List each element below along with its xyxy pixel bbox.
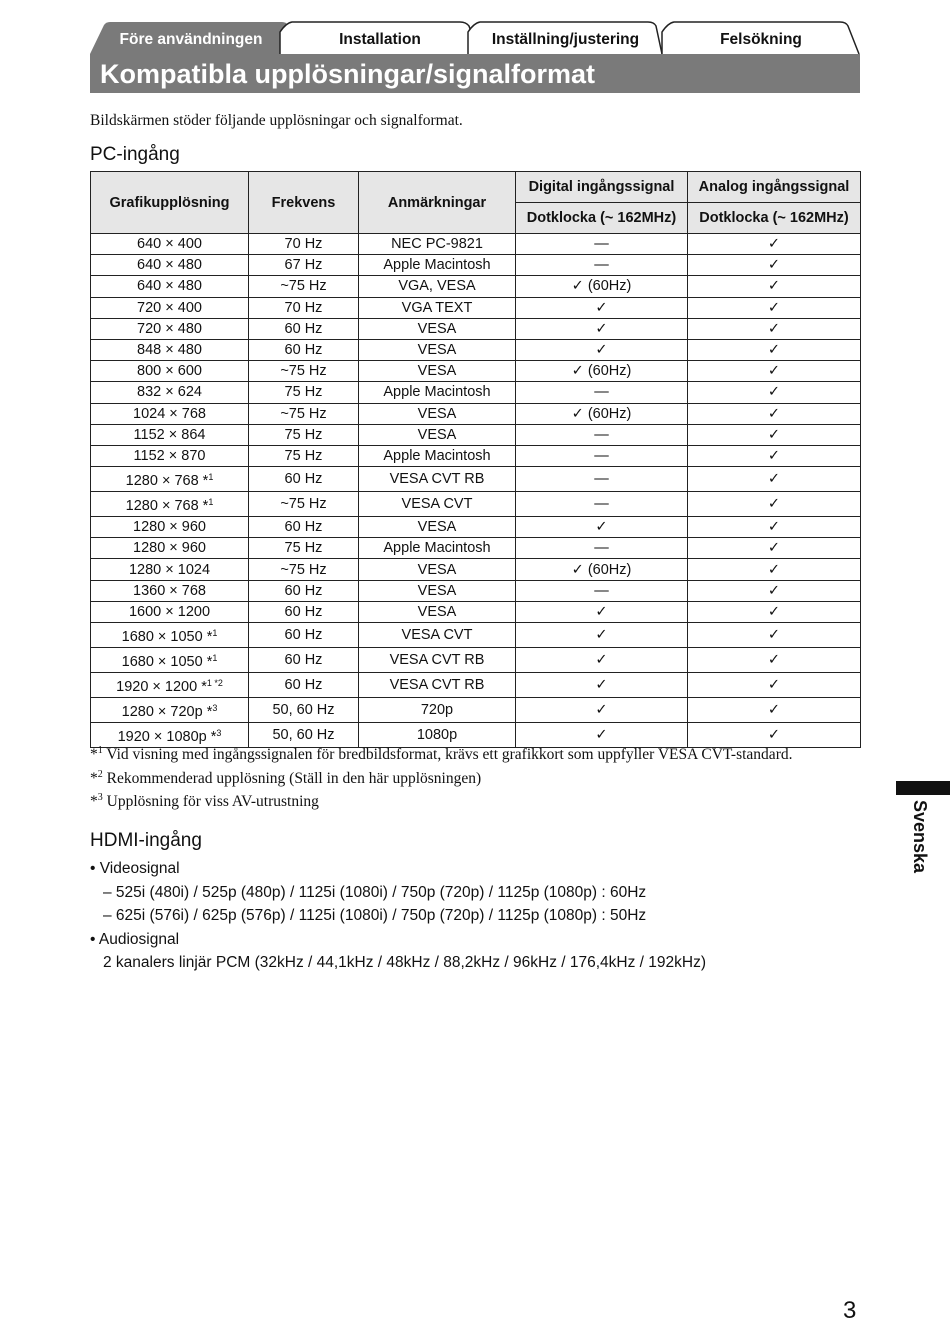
col-analog-dotclock: Dotklocka (~ 162MHz) xyxy=(688,203,861,234)
digital-cell: ✓ (60Hz) xyxy=(516,361,688,382)
analog-cell: ✓ xyxy=(688,297,861,318)
digital-cell: — xyxy=(516,255,688,276)
analog-cell: ✓ xyxy=(688,723,861,748)
tab-fore-anvandningen[interactable] xyxy=(90,22,292,54)
analog-cell: ✓ xyxy=(688,580,861,601)
resolution-cell: 1680 × 1050 *$^1$ xyxy=(91,623,249,648)
resolution-cell: 1280 × 768 *$^1$ xyxy=(91,492,249,517)
digital-cell: ✓ xyxy=(516,623,688,648)
analog-cell: ✓ xyxy=(688,382,861,403)
tab-label: Installation xyxy=(339,31,421,48)
remark-cell: VESA CVT RB xyxy=(359,673,516,698)
hdmi-input-heading: HDMI-ingång xyxy=(90,830,202,851)
video-signal-60hz: – 525i (480i) / 525p (480p) / 1125i (1080i) / 750p (720p) / 1125p (1080p) : 60Hz xyxy=(103,883,647,901)
remark-cell: Apple Macintosh xyxy=(359,538,516,559)
table-row xyxy=(91,276,861,297)
video-signal-label: • Videosignal xyxy=(90,860,180,877)
digital-cell: ✓ xyxy=(516,297,688,318)
tab-installning-justering[interactable] xyxy=(468,22,663,54)
resolution-cell: 1280 × 720p *$^3$ xyxy=(91,698,249,723)
remark-cell: VESA xyxy=(359,580,516,601)
frequency-cell: 75 Hz xyxy=(249,538,359,559)
audio-signal-label: • Audiosignal xyxy=(90,930,180,948)
digital-cell: ✓ xyxy=(516,648,688,673)
resolution-table xyxy=(90,171,861,748)
remark-cell: VESA xyxy=(359,517,516,538)
digital-cell: — xyxy=(516,234,688,255)
col-resolution: Grafikupplösning xyxy=(91,172,249,234)
resolution-cell: 1280 × 768 *$^1$ xyxy=(91,467,249,492)
frequency-cell: 60 Hz xyxy=(249,673,359,698)
remark-cell: VESA xyxy=(359,339,516,360)
analog-cell: ✓ xyxy=(688,467,861,492)
digital-cell: ✓ xyxy=(516,517,688,538)
frequency-cell: 75 Hz xyxy=(249,424,359,445)
table-row xyxy=(91,580,861,601)
resolution-cell: 1600 × 1200 xyxy=(91,601,249,622)
col-remarks: Anmärkningar xyxy=(359,172,516,234)
digital-cell: — xyxy=(516,424,688,445)
resolution-cell: 640 × 480 xyxy=(91,255,249,276)
frequency-cell: 60 Hz xyxy=(249,648,359,673)
remark-cell: Apple Macintosh xyxy=(359,382,516,403)
remark-cell: VESA xyxy=(359,403,516,424)
frequency-cell: ~75 Hz xyxy=(249,492,359,517)
remark-cell: Apple Macintosh xyxy=(359,445,516,466)
page-number: 3 xyxy=(843,1297,857,1324)
digital-cell: ✓ xyxy=(516,601,688,622)
remark-cell: NEC PC-9821 xyxy=(359,234,516,255)
resolution-cell: 720 × 400 xyxy=(91,297,249,318)
table-row xyxy=(91,648,861,673)
tab-installation[interactable] xyxy=(280,22,480,54)
remark-cell: VESA CVT xyxy=(359,623,516,648)
remark-cell: VESA CVT xyxy=(359,492,516,517)
resolution-table-body xyxy=(91,234,861,748)
table-row xyxy=(91,255,861,276)
page-title: Kompatibla upplösningar/signalformat xyxy=(90,54,860,93)
analog-cell: ✓ xyxy=(688,648,861,673)
tab-label: Felsökning xyxy=(720,31,802,48)
footnotes xyxy=(90,741,792,812)
tab-felsokning[interactable] xyxy=(662,22,860,54)
remark-cell: Apple Macintosh xyxy=(359,255,516,276)
col-frequency: Frekvens xyxy=(249,172,359,234)
resolution-cell: 1152 × 870 xyxy=(91,445,249,466)
resolution-cell: 800 × 600 xyxy=(91,361,249,382)
analog-cell: ✓ xyxy=(688,623,861,648)
analog-cell: ✓ xyxy=(688,234,861,255)
digital-cell: ✓ xyxy=(516,723,688,748)
footnote-3: *$^3$ Upplösning för viss AV-utrustning xyxy=(90,792,319,811)
table-row xyxy=(91,673,861,698)
analog-cell: ✓ xyxy=(688,424,861,445)
table-row xyxy=(91,538,861,559)
frequency-cell: ~75 Hz xyxy=(249,276,359,297)
remark-cell: 1080p xyxy=(359,723,516,748)
remark-cell: VGA, VESA xyxy=(359,276,516,297)
analog-cell: ✓ xyxy=(688,673,861,698)
frequency-cell: ~75 Hz xyxy=(249,403,359,424)
frequency-cell: 50, 60 Hz xyxy=(249,698,359,723)
analog-cell: ✓ xyxy=(688,318,861,339)
analog-cell: ✓ xyxy=(688,276,861,297)
resolution-cell: 1280 × 1024 xyxy=(91,559,249,580)
audio-signal-formats: 2 kanalers linjär PCM (32kHz / 44,1kHz / 48kHz / 88,2kHz / 96kHz / 176,4kHz / 192kHz) xyxy=(103,954,707,972)
analog-cell: ✓ xyxy=(688,601,861,622)
digital-cell: ✓ xyxy=(516,673,688,698)
resolution-cell: 1280 × 960 xyxy=(91,517,249,538)
analog-cell: ✓ xyxy=(688,339,861,360)
analog-cell: ✓ xyxy=(688,517,861,538)
col-analog: Analog ingångssignal xyxy=(688,172,861,203)
frequency-cell: 70 Hz xyxy=(249,234,359,255)
frequency-cell: 60 Hz xyxy=(249,601,359,622)
col-digital-dotclock: Dotklocka (~ 162MHz) xyxy=(516,203,688,234)
remark-cell: VESA xyxy=(359,318,516,339)
resolution-cell: 1152 × 864 xyxy=(91,424,249,445)
col-digital: Digital ingångssignal xyxy=(516,172,688,203)
frequency-cell: 75 Hz xyxy=(249,382,359,403)
analog-cell: ✓ xyxy=(688,403,861,424)
analog-cell: ✓ xyxy=(688,698,861,723)
remark-cell: VESA xyxy=(359,424,516,445)
table-row xyxy=(91,424,861,445)
frequency-cell: 70 Hz xyxy=(249,297,359,318)
intro-text: Bildskärmen stöder följande upplösningar och signalformat. xyxy=(90,112,463,129)
remark-cell: VESA CVT RB xyxy=(359,467,516,492)
table-row xyxy=(91,382,861,403)
frequency-cell: 60 Hz xyxy=(249,623,359,648)
table-row xyxy=(91,601,861,622)
resolution-cell: 1360 × 768 xyxy=(91,580,249,601)
analog-cell: ✓ xyxy=(688,538,861,559)
hdmi-signal-list xyxy=(90,857,706,975)
digital-cell: ✓ xyxy=(516,698,688,723)
resolution-cell: 832 × 624 xyxy=(91,382,249,403)
table-row xyxy=(91,623,861,648)
resolution-cell: 1024 × 768 xyxy=(91,403,249,424)
remark-cell: VESA xyxy=(359,559,516,580)
analog-cell: ✓ xyxy=(688,445,861,466)
frequency-cell: 60 Hz xyxy=(249,318,359,339)
resolution-cell: 1920 × 1200 *$^{1 *2}$ xyxy=(91,673,249,698)
frequency-cell: 60 Hz xyxy=(249,467,359,492)
footnote-2: *$^2$ Rekommenderad upplösning (Ställ in den här upplösningen) xyxy=(90,768,482,787)
analog-cell: ✓ xyxy=(688,492,861,517)
video-signal-50hz: – 625i (576i) / 625p (576p) / 1125i (1080i) / 750p (720p) / 1125p (1080p) : 50Hz xyxy=(103,907,647,925)
digital-cell: ✓ xyxy=(516,318,688,339)
resolution-cell: 1920 × 1080p *$^3$ xyxy=(91,723,249,748)
table-row xyxy=(91,318,861,339)
table-row xyxy=(91,297,861,318)
tab-label: Före användningen xyxy=(119,31,263,48)
digital-cell: — xyxy=(516,492,688,517)
remark-cell: VESA CVT RB xyxy=(359,648,516,673)
resolution-cell: 720 × 480 xyxy=(91,318,249,339)
digital-cell: ✓ (60Hz) xyxy=(516,276,688,297)
digital-cell: — xyxy=(516,467,688,492)
frequency-cell: 50, 60 Hz xyxy=(249,723,359,748)
remark-cell: VESA xyxy=(359,361,516,382)
digital-cell: ✓ (60Hz) xyxy=(516,403,688,424)
pc-input-heading: PC-ingång xyxy=(90,144,180,165)
section-tabs xyxy=(90,22,860,54)
table-row xyxy=(91,492,861,517)
resolution-cell: 640 × 400 xyxy=(91,234,249,255)
digital-cell: — xyxy=(516,445,688,466)
table-row xyxy=(91,559,861,580)
digital-cell: ✓ xyxy=(516,339,688,360)
remark-cell: VGA TEXT xyxy=(359,297,516,318)
digital-cell: ✓ (60Hz) xyxy=(516,559,688,580)
frequency-cell: 60 Hz xyxy=(249,339,359,360)
table-row xyxy=(91,698,861,723)
resolution-cell: 1280 × 960 xyxy=(91,538,249,559)
remark-cell: 720p xyxy=(359,698,516,723)
remark-cell: VESA xyxy=(359,601,516,622)
analog-cell: ✓ xyxy=(688,255,861,276)
analog-cell: ✓ xyxy=(688,559,861,580)
table-row xyxy=(91,467,861,492)
frequency-cell: 67 Hz xyxy=(249,255,359,276)
table-row xyxy=(91,517,861,538)
frequency-cell: ~75 Hz xyxy=(249,361,359,382)
digital-cell: — xyxy=(516,382,688,403)
language-tab-bar xyxy=(896,781,950,795)
analog-cell: ✓ xyxy=(688,361,861,382)
tab-label: Inställning/justering xyxy=(491,31,640,48)
frequency-cell: 60 Hz xyxy=(249,580,359,601)
table-row xyxy=(91,403,861,424)
frequency-cell: 75 Hz xyxy=(249,445,359,466)
frequency-cell: ~75 Hz xyxy=(249,559,359,580)
table-row xyxy=(91,234,861,255)
digital-cell: — xyxy=(516,580,688,601)
resolution-cell: 848 × 480 xyxy=(91,339,249,360)
digital-cell: — xyxy=(516,538,688,559)
resolution-cell: 1680 × 1050 *$^1$ xyxy=(91,648,249,673)
footnote-1: *$^1$ Vid visning med ingångssignalen för bredbildsformat, krävs ett grafikkort som uppfyller VESA CVT-standard. xyxy=(90,745,793,764)
table-row xyxy=(91,361,861,382)
table-row xyxy=(91,339,861,360)
table-row xyxy=(91,445,861,466)
resolution-cell: 640 × 480 xyxy=(91,276,249,297)
language-tab-label: Svenska xyxy=(910,800,930,874)
frequency-cell: 60 Hz xyxy=(249,517,359,538)
